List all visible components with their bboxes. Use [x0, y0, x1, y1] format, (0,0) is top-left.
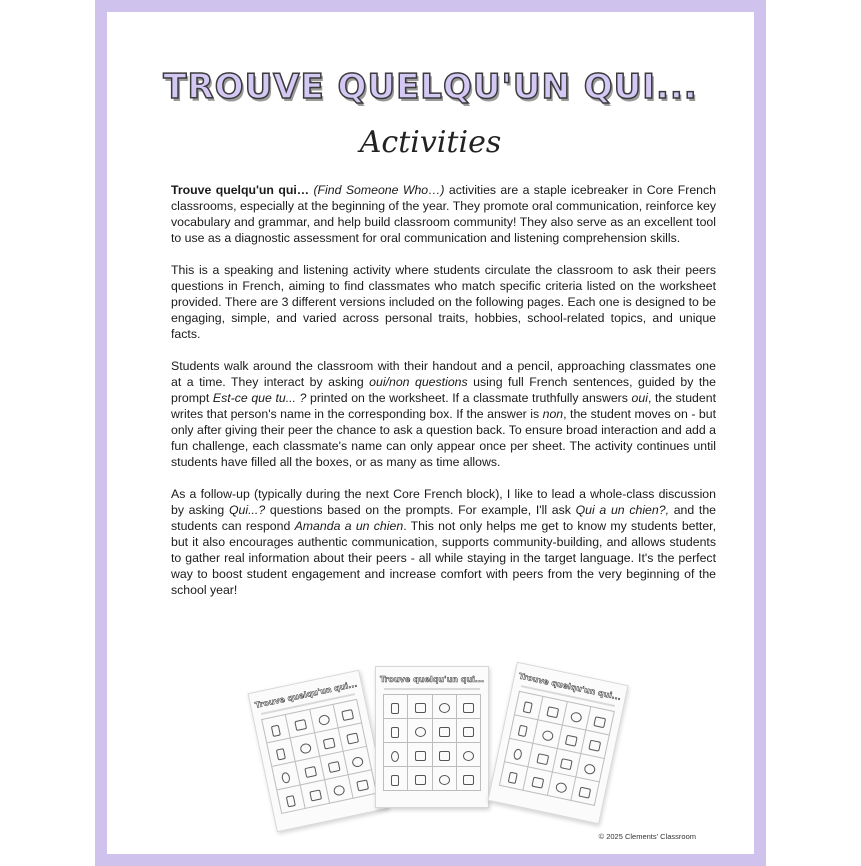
- text-run: Students walk around the classroom with their handout and a pencil, approaching classmates one at a time. They interact by asking: [171, 359, 716, 389]
- worksheet-cell: [433, 695, 457, 719]
- worksheet-preview-2: [375, 666, 489, 808]
- worksheet-grid: [499, 691, 615, 806]
- text-run: using full French sentences, guided by the prompt: [171, 375, 716, 405]
- worksheet-cell: [433, 767, 457, 791]
- worksheet-cell: [384, 719, 408, 743]
- worksheet-cell: [384, 695, 408, 719]
- body-paragraph: [171, 262, 716, 342]
- text-run: oui/non questions: [369, 375, 468, 389]
- page-frame: [95, 0, 766, 866]
- worksheet-cell: [408, 767, 432, 791]
- worksheet-cell: [571, 777, 600, 806]
- text-run: , the student moves on - but only after giving their peer the chance to ask a question back. To ensure broad interaction and add a fun challenge, each classmate's name can only appear once per sheet. The activity continues until students have filled all the boxes, or as many as time allows.: [171, 407, 716, 469]
- text-run: Qui...?: [228, 503, 266, 517]
- text-run: . This not only helps me get to know my students better, but it also encourages authentic communication, supports community-building, and allows students to gather real information about their peers - all while staying in the target language. It's the perfect way to boost student engagement and increase comfort with peers from the very beginning of the school year!: [171, 519, 716, 597]
- worksheet-cell: [408, 695, 432, 719]
- worksheet-cell: [408, 743, 432, 767]
- text-run: This is a speaking and listening activity where students circulate the classroom to ask their peers questions in French, aiming to find classmates who match specific criteria listed on the worksheet provided. There are 3 different versions included on the following pages. Each one is designed to be engaging, simple, and varied across personal traits, hobbies, school-related topics, and unique facts.: [171, 263, 716, 341]
- worksheet-grid: [383, 694, 481, 791]
- copyright-notice: © 2025 Clements' Classroom: [598, 832, 696, 841]
- text-run: Qui a un chien?,: [575, 503, 669, 517]
- worksheet-title: Trouve quelqu'un qui...: [254, 679, 358, 710]
- worksheet-cell: [384, 743, 408, 767]
- worksheet-cell: [457, 743, 481, 767]
- worksheet-cell: [457, 767, 481, 791]
- worksheet-cell: [348, 770, 377, 799]
- text-run: Amanda a un chien: [294, 519, 404, 533]
- worksheet-cell: [433, 743, 457, 767]
- worksheet-cell: [457, 719, 481, 743]
- text-run: As a follow-up (typically during the next Core French block), I like to lead a whole-class discussion by asking: [171, 487, 716, 517]
- text-run: non: [542, 407, 564, 421]
- body-paragraph: [171, 182, 716, 246]
- page-subtitle: Activities: [359, 125, 502, 160]
- text-run: Trouve quelqu'un qui…: [171, 183, 310, 197]
- worksheet-title: Trouve quelqu'un qui...: [379, 675, 485, 684]
- worksheet-title: Trouve quelqu'un qui...: [518, 671, 622, 702]
- worksheet-grid: [261, 699, 377, 814]
- page-title: TROUVE QUELQU'UN QUI...: [163, 67, 698, 107]
- worksheet-cell: [457, 695, 481, 719]
- body-text: [171, 182, 716, 614]
- text-run: questions based on the prompts. For example, I'll ask: [265, 503, 576, 517]
- title-container: [107, 67, 754, 107]
- worksheet-cell: [384, 767, 408, 791]
- body-paragraph: [171, 486, 716, 598]
- worksheet-preview-3: [487, 662, 628, 825]
- text-run: activities are a staple icebreaker in Core French classrooms, especially at the beginning of the year. They promote oral communication, reinforce key vocabulary and grammar, and help build classroom community! They also serve as an excellent tool to use as a diagnostic assessment for oral communication and listening comprehension skills.: [171, 183, 717, 245]
- worksheet-preview-1: [247, 670, 388, 833]
- document-page: [107, 12, 754, 854]
- text-run: and the students can respond: [171, 503, 717, 533]
- worksheet-name-line: [384, 688, 480, 690]
- text-run: Est-ce que tu... ?: [212, 391, 307, 405]
- worksheet-cell: [433, 719, 457, 743]
- text-run: printed on the worksheet. If a classmate truthfully answers: [306, 391, 632, 405]
- text-run: , the student writes that person's name in the corresponding box. If the answer is: [171, 391, 716, 421]
- worksheet-cell: [408, 719, 432, 743]
- text-run: oui: [631, 391, 648, 405]
- text-run: (Find Someone Who…): [313, 183, 445, 197]
- body-paragraph: [171, 358, 716, 470]
